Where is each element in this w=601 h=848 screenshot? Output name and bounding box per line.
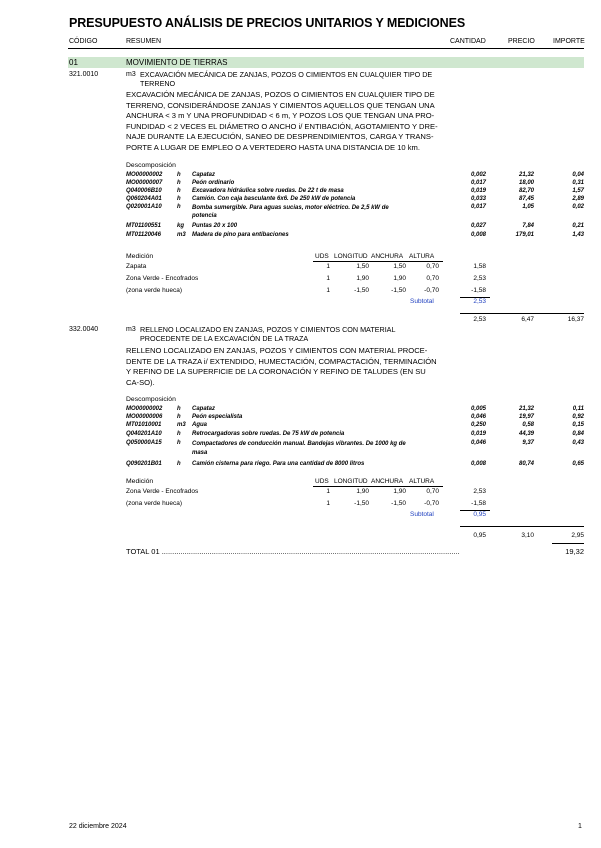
measurement-height: -0,70: [424, 500, 439, 507]
subtotal-value: 2,53: [473, 298, 486, 305]
decomposition-desc: Madera de pino para entibaciones: [192, 232, 289, 238]
measurement-header-width: ANCHURA: [371, 253, 404, 260]
measurement-header-height: ALTURA: [409, 253, 435, 260]
measurement-length: -1,50: [354, 287, 369, 294]
decomposition-price: 87,45: [518, 196, 534, 202]
decomposition-unit: h: [177, 406, 181, 412]
item-heading: EXCAVACIÓN MECÁNICA DE ZANJAS, POZOS O CIMIENTOS EN CUALQUIER TIPO DE TERRENO: [140, 70, 433, 89]
measurement-length: -1,50: [354, 500, 369, 507]
column-header-summary: RESUMEN: [126, 38, 162, 45]
measurement-header-uds: UDS: [315, 478, 329, 485]
item-heading: RELLENO LOCALIZADO EN ZANJAS, POZOS Y CIMIENTOS CON MATERIAL PROCEDENTE DE LA EXCAVACIÓN DE LA TRAZA: [140, 325, 396, 344]
item-quantity: 0,95: [473, 532, 486, 539]
column-header-amount: IMPORTE: [553, 38, 585, 45]
decomposition-price: 19,97: [518, 414, 534, 420]
decomposition-code: MO00000002: [126, 172, 163, 178]
measurement-header-length: LONGITUD: [334, 253, 368, 260]
decomposition-price: 18,00: [518, 180, 534, 186]
decomposition-unit: h: [177, 431, 181, 437]
decomposition-price: 1,05: [522, 204, 534, 210]
decomposition-qty: 0,027: [470, 223, 486, 229]
subtotal-label: Subtotal: [410, 511, 434, 518]
measurement-width: 1,90: [393, 488, 406, 495]
decomposition-code: Q040201A10: [126, 431, 162, 437]
measurement-header-rule: [313, 261, 443, 262]
decomposition-code: MT01010001: [126, 422, 162, 428]
measurement-desc: Zona Verde - Encofrados: [126, 488, 199, 495]
measurement-partial: -1,58: [471, 287, 486, 294]
measurement-uds: 1: [326, 488, 330, 495]
decomposition-desc: Retrocargadoras sobre ruedas. De 75 kW de potencia: [192, 431, 345, 437]
decomposition-price: 21,32: [518, 406, 534, 412]
decomposition-unit: kg: [177, 223, 185, 229]
item-price: 6,47: [521, 316, 534, 323]
decomposition-amount: 1,43: [572, 232, 584, 238]
decomposition-unit: h: [177, 204, 181, 210]
measurement-partial: 1,58: [473, 263, 486, 270]
item-unit: m3: [126, 71, 136, 78]
measurement-width: -1,50: [391, 287, 406, 294]
decomposition-code: MO00000006: [126, 414, 163, 420]
decomposition-amount: 0,04: [572, 172, 584, 178]
decomposition-desc: Compactadores de conducción manual. Bandejas vibrantes. De 1000 kg de masa: [192, 441, 406, 456]
decomposition-unit: h: [177, 440, 181, 446]
decomposition-code: Q050000A15: [126, 440, 162, 446]
measurement-desc: Zona Verde - Encofrados: [126, 275, 199, 282]
chapter-code: 01: [69, 58, 78, 67]
measurement-desc: (zona verde hueca): [126, 287, 183, 294]
measurement-header-rule: [313, 486, 443, 487]
decomposition-qty: 0,017: [470, 180, 486, 186]
decomposition-label: Descomposición: [126, 396, 176, 403]
decomposition-qty: 0,008: [470, 232, 486, 238]
chapter-total-label: TOTAL 01 ...............................................................................................................................................: [126, 547, 460, 556]
decomposition-unit: m3: [177, 232, 186, 238]
measurement-height: 0,70: [426, 263, 439, 270]
measurement-label: Medición: [126, 478, 154, 485]
decomposition-code: Q020001A10: [126, 204, 162, 210]
column-header-quantity: CANTIDAD: [450, 38, 486, 45]
chapter-name: MOVIMIENTO DE TIERRAS: [126, 58, 228, 67]
measurement-header-length: LONGITUD: [334, 478, 368, 485]
column-header-code: CÓDIGO: [69, 38, 98, 45]
decomposition-unit: m3: [177, 422, 186, 428]
decomposition-unit: h: [177, 188, 181, 194]
measurement-width: 1,50: [393, 263, 406, 270]
decomposition-desc: Excavadora hidráulica sobre ruedas. De 22 t de masa: [192, 188, 344, 194]
decomposition-price: 0,58: [522, 422, 534, 428]
column-header-price: PRECIO: [508, 38, 535, 45]
decomposition-desc: Camión cisterna para riego. Para una cantidad de 8000 litros: [192, 461, 365, 467]
decomposition-amount: 0,65: [572, 461, 584, 467]
item-price: 3,10: [521, 532, 534, 539]
item-description: RELLENO LOCALIZADO EN ZANJAS, POZOS Y CIMIENTOS CON MATERIAL PROCE-DENTE DE LA TRAZA i/ EXTENDIDO, HUMECTACIÓN, COMPACTACIÓN, TERMINACIÓN Y REFINO DE LA SUPERFICIE DE LA CORONACIÓN Y REFINO DE TALUDES (EN SU CA-SO).: [126, 346, 437, 387]
total-rule: [552, 543, 584, 544]
measurement-length: 1,90: [356, 488, 369, 495]
measurement-height: 0,70: [426, 488, 439, 495]
footer-date: 22 diciembre 2024: [69, 823, 127, 830]
decomposition-amount: 0,11: [572, 406, 584, 412]
measurement-height: 0,70: [426, 275, 439, 282]
decomposition-unit: h: [177, 172, 181, 178]
decomposition-code: MO00000002: [126, 406, 163, 412]
decomposition-unit: h: [177, 414, 181, 420]
measurement-header-height: ALTURA: [409, 478, 435, 485]
decomposition-qty: 0,046: [470, 414, 486, 420]
decomposition-amount: 0,21: [572, 223, 584, 229]
decomposition-qty: 0,250: [470, 422, 486, 428]
decomposition-label: Descomposición: [126, 162, 176, 169]
item-unit: m3: [126, 326, 136, 333]
decomposition-qty: 0,005: [470, 406, 486, 412]
decomposition-desc: Peón ordinario: [192, 180, 235, 186]
item-code: 332.0040: [69, 326, 99, 333]
measurement-partial: 2,53: [473, 275, 486, 282]
subtotal-value: 0,95: [473, 511, 486, 518]
decomposition-code: MT01100551: [126, 223, 161, 229]
measurement-height: -0,70: [424, 287, 439, 294]
item-total-rule: [460, 526, 584, 527]
decomposition-desc: Bomba sumergible. Para aguas sucias, motor eléctrico. De 2,5 kW de potencia: [192, 205, 389, 219]
decomposition-qty: 0,019: [470, 431, 486, 437]
measurement-partial: 2,53: [473, 488, 486, 495]
decomposition-amount: 0,84: [572, 431, 584, 437]
measurement-header-uds: UDS: [315, 253, 329, 260]
decomposition-desc: Peón especialista: [192, 414, 243, 420]
item-total-rule: [460, 313, 584, 314]
measurement-desc: (zona verde hueca): [126, 500, 183, 507]
decomposition-qty: 0,008: [470, 461, 486, 467]
item-amount: 2,95: [571, 532, 584, 539]
decomposition-code: MO00000007: [126, 180, 163, 186]
measurement-desc: Zapata: [126, 263, 147, 270]
measurement-uds: 1: [326, 275, 330, 282]
decomposition-unit: h: [177, 461, 181, 467]
measurement-label: Medición: [126, 253, 154, 260]
page-number: 1: [578, 823, 582, 830]
decomposition-unit: h: [177, 180, 181, 186]
decomposition-qty: 0,046: [470, 440, 486, 446]
decomposition-price: 44,39: [518, 431, 534, 437]
decomposition-code: Q060204A01: [126, 196, 162, 202]
decomposition-amount: 0,15: [572, 422, 584, 428]
measurement-width: 1,90: [393, 275, 406, 282]
decomposition-qty: 0,019: [470, 188, 486, 194]
measurement-header-width: ANCHURA: [371, 478, 404, 485]
header-rule: [68, 48, 584, 49]
decomposition-desc: Capataz: [192, 406, 216, 412]
measurement-uds: 1: [326, 287, 330, 294]
decomposition-amount: 2,89: [572, 196, 584, 202]
measurement-length: 1,90: [356, 275, 369, 282]
decomposition-desc: Puntas 20 x 100: [192, 223, 238, 229]
decomposition-amount: 0,31: [572, 180, 584, 186]
measurement-width: -1,50: [391, 500, 406, 507]
decomposition-desc: Agua: [192, 422, 207, 428]
item-code: 321.0010: [69, 71, 99, 78]
decomposition-price: 82,70: [518, 188, 534, 194]
decomposition-qty: 0,002: [470, 172, 486, 178]
subtotal-label: Subtotal: [410, 298, 434, 305]
decomposition-desc: Camión. Con caja basculante 6x6. De 250 kW de potencia: [192, 196, 356, 202]
item-quantity: 2,53: [473, 316, 486, 323]
decomposition-qty: 0,017: [470, 204, 486, 210]
decomposition-qty: 0,033: [470, 196, 486, 202]
decomposition-price: 80,74: [518, 461, 534, 467]
decomposition-unit: h: [177, 196, 181, 202]
document-title: PRESUPUESTO ANÁLISIS DE PRECIOS UNITARIOS Y MEDICIONES: [69, 16, 466, 30]
decomposition-amount: 0,92: [572, 414, 584, 420]
decomposition-price: 179,01: [515, 232, 534, 238]
measurement-length: 1,50: [356, 263, 369, 270]
decomposition-amount: 0,43: [572, 440, 584, 446]
item-description: EXCAVACIÓN MECÁNICA DE ZANJAS, POZOS O CIMIENTOS EN CUALQUIER TIPO DE TERRENO, CONSIDERÁNDOSE ZANJAS Y CIMIENTOS AQUELLOS QUE TENGAN UNA ANCHURA < 3 m Y UNA PROFUNDIDAD < 6 m, Y POZOS LOS QUE TENGAN UNA PRO-FUNDIDAD < 2 VECES EL DIÁMETRO O ANCHO i/ ENTIBACIÓN, AGOTAMIENTO Y DRE-NAJE DURANTE LA EJECUCIÓN, SANEO DE DESPRENDIMIENTOS, CARGA Y TRANS-PORTE A LUGAR DE EMPLEO O A VERTEDERO HASTA UNA DISTANCIA DE 10 km.: [126, 90, 438, 152]
decomposition-code: MT01120046: [126, 232, 161, 238]
measurement-partial: -1,58: [471, 500, 486, 507]
chapter-total-amount: 19,32: [565, 547, 584, 556]
decomposition-price: 21,32: [518, 172, 534, 178]
decomposition-code: Q040006B10: [126, 188, 162, 194]
decomposition-price: 7,84: [522, 223, 534, 229]
decomposition-code: Q090201B01: [126, 461, 162, 467]
measurement-uds: 1: [326, 500, 330, 507]
item-amount: 16,37: [567, 316, 584, 323]
decomposition-amount: 1,57: [572, 188, 584, 194]
decomposition-price: 9,37: [522, 440, 534, 446]
decomposition-amount: 0,02: [572, 204, 584, 210]
decomposition-desc: Capataz: [192, 172, 216, 178]
measurement-uds: 1: [326, 263, 330, 270]
